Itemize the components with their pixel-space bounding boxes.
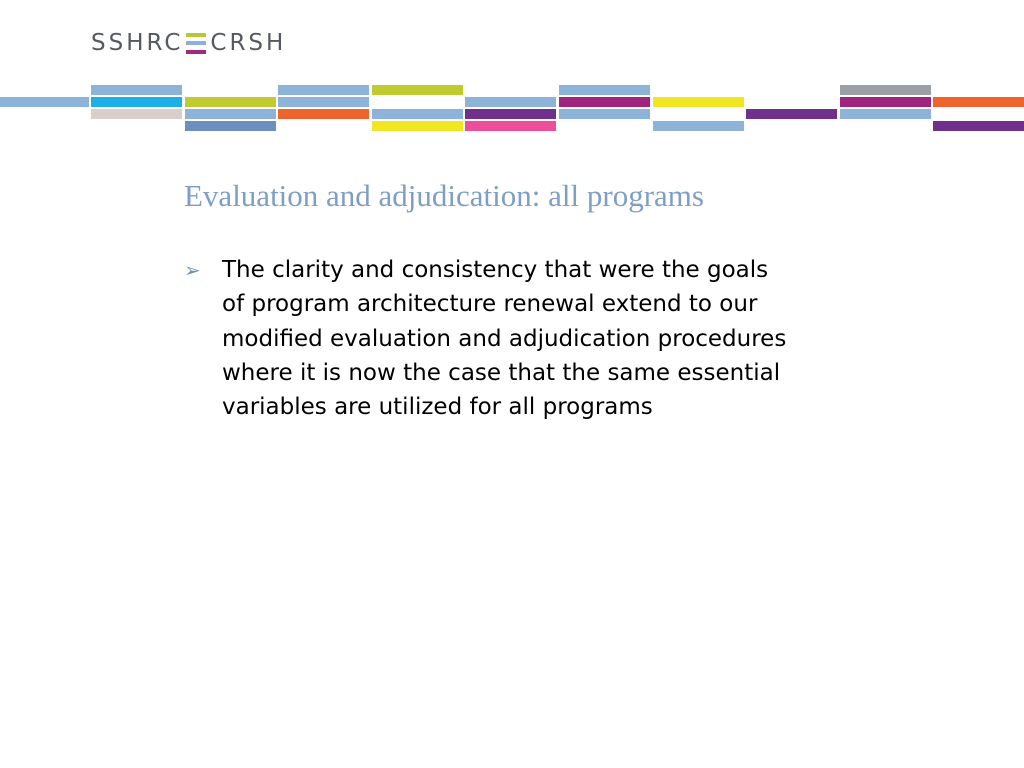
- header-bar: [465, 97, 556, 107]
- bullet-text-line: variables are utilized for all programs: [222, 394, 653, 421]
- header-bar: [840, 97, 931, 107]
- header-bar: [559, 97, 650, 107]
- bullet-item: [184, 253, 864, 424]
- header-bar: [653, 121, 744, 131]
- header-bar: [91, 97, 182, 107]
- header-bar: [278, 97, 369, 107]
- logo-text-crsh: CRSH: [210, 30, 287, 56]
- header-bar: [0, 97, 89, 107]
- header-bar: [185, 97, 276, 107]
- header-bar: [278, 85, 369, 95]
- bullet-text: [222, 253, 786, 424]
- header-bar: [933, 97, 1024, 107]
- header-bar: [372, 121, 463, 131]
- header-bar: [746, 109, 837, 119]
- header-bar: [185, 109, 276, 119]
- header-bar: [840, 109, 931, 119]
- header-bar: [372, 109, 463, 119]
- bullet-text-line: The clarity and consistency that were the goals: [222, 257, 769, 283]
- header-bar: [91, 85, 182, 95]
- header-bar: [372, 85, 463, 95]
- header-bar: [465, 121, 556, 131]
- bullet-text-line: modified evaluation and adjudication procedures: [222, 325, 787, 352]
- bullet-list: [184, 253, 864, 424]
- bullet-text-line: of program architecture renewal extend to our: [222, 291, 758, 318]
- arrow-bullet-icon: ➢: [184, 258, 201, 282]
- header-bar: [278, 109, 369, 119]
- slide-title: Evaluation and adjudication: all programs: [184, 178, 704, 213]
- header-bar: [559, 109, 650, 119]
- decorative-color-bars: [0, 0, 1024, 140]
- bullet-text-line: where it is now the case that the same essential: [222, 359, 781, 386]
- header-bar: [465, 109, 556, 119]
- header-bar: [840, 85, 931, 95]
- header-bar: [91, 109, 182, 119]
- header-bar: [185, 121, 276, 131]
- header-bar: [559, 85, 650, 95]
- header-bar: [653, 97, 744, 107]
- header-bar: [933, 121, 1024, 131]
- logo-text-sshrc: SSHRC: [91, 30, 184, 56]
